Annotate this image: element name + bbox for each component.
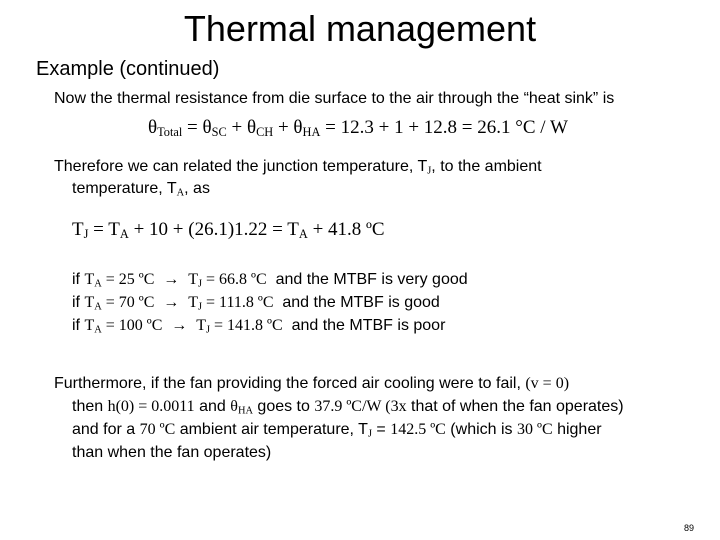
theta-ha-value: 37.9 ºC/W (3x [314, 398, 407, 415]
subscript-a: A [176, 187, 185, 199]
subscript-j: J [427, 165, 432, 177]
case-result: and the MTBF is good [273, 294, 440, 311]
velocity-zero: (v = 0) [525, 375, 570, 392]
case-row-2 [72, 294, 440, 313]
junction-eq-part3: + 41.8 ºC [307, 219, 385, 240]
tj-sub: J [83, 227, 89, 242]
case-tj-sub: J [205, 324, 211, 336]
ambient-temp-value: 70 ºC [139, 421, 176, 438]
subscript-ha: HA [302, 125, 321, 140]
para3-line3-equals: = [371, 421, 391, 438]
case-ta-sub: A [94, 324, 102, 336]
case-ta-t: T [84, 317, 95, 334]
case-ta-t: T [84, 294, 95, 311]
theta-symbol: θ [230, 398, 238, 415]
subscript-ch: CH [256, 125, 274, 140]
subscript-ha: HA [237, 405, 253, 417]
page-number: 89 [683, 523, 694, 533]
case-tj [188, 294, 273, 311]
case-ta-value: = 70 ºC [101, 294, 155, 311]
delta-temp-value: 30 ºC [516, 421, 553, 438]
arrow-icon: → [171, 317, 188, 334]
para3-line3-which: (which is [445, 421, 517, 438]
para3-line4: than when the fan operates) [72, 444, 272, 461]
case-ta-value: = 100 ºC [101, 317, 163, 334]
case-tj-value: = 66.8 ºC [202, 271, 267, 288]
subscript-total: Total [157, 125, 183, 140]
case-ta [84, 294, 154, 311]
para3-line2-and: and [194, 398, 231, 415]
case-if: if [72, 271, 85, 288]
para2-line2-end: , as [184, 180, 210, 197]
eq-equals-theta: = θ [182, 117, 212, 138]
para3-line3-higher: higher [552, 421, 602, 438]
case-ta-value: = 25 ºC [101, 271, 155, 288]
case-row-1 [72, 271, 468, 290]
junction-eq-part1: = T [88, 219, 120, 240]
case-tj [196, 317, 282, 334]
para3-line3-text: and for a [72, 421, 140, 438]
thermal-resistance-equation [148, 117, 568, 140]
case-tj-value: = 111.8 ºC [202, 294, 274, 311]
para3-line2 [72, 398, 624, 417]
ta-sub-1: A [119, 227, 129, 242]
para3-line2-goes: goes to [252, 398, 315, 415]
para2-line2-text: temperature, T [72, 180, 177, 197]
case-tj-value: = 141.8 ºC [210, 317, 283, 334]
case-tj-sub: J [197, 278, 203, 290]
h-zero-value: h(0) = 0.0011 [107, 398, 195, 415]
case-tj-t: T [188, 294, 198, 311]
eq-plus-theta-1: + θ [226, 117, 257, 138]
para2-line1 [54, 158, 542, 177]
subscript-sc: SC [211, 125, 227, 140]
case-ta-t: T [84, 271, 95, 288]
case-ta-sub: A [94, 278, 102, 290]
para3-line2-end: that of when the fan operates) [406, 398, 624, 415]
case-tj [188, 271, 266, 288]
case-ta-sub: A [94, 301, 102, 313]
para2-line1-text: Therefore we can related the junction temperature, T [54, 158, 428, 175]
case-ta [84, 271, 154, 288]
case-tj-sub: J [197, 301, 203, 313]
case-row-3 [72, 317, 445, 336]
para3-line3 [72, 421, 602, 440]
eq-plus-theta-2: + θ [273, 117, 303, 138]
junction-temperature-equation [72, 219, 385, 242]
case-tj-t: T [196, 317, 206, 334]
para3-line2-then: then [72, 398, 108, 415]
subscript-j: J [367, 428, 372, 440]
case-tj-t: T [188, 271, 198, 288]
intro-text: Now the thermal resistance from die surface to the air through the “heat sink” is [54, 90, 615, 107]
theta-symbol: θ [148, 117, 158, 138]
case-if: if [72, 294, 85, 311]
case-ta [84, 317, 162, 334]
eq-rhs: = 12.3 + 1 + 12.8 = 26.1 °C / W [320, 117, 568, 138]
tj-t: T [72, 219, 84, 240]
para2-line2 [72, 180, 210, 199]
page-title: Thermal management [183, 8, 537, 49]
arrow-icon: → [163, 271, 180, 288]
section-subtitle: Example (continued) [36, 58, 220, 80]
para2-line1-end: , to the ambient [431, 158, 542, 175]
tj-fail-value: 142.5 ºC [390, 421, 446, 438]
para3-line1-text: Furthermore, if the fan providing the forced air cooling were to fail, [54, 375, 526, 392]
junction-eq-part2: + 10 + (26.1)1.22 = T [128, 219, 299, 240]
case-if: if [72, 317, 85, 334]
case-result: and the MTBF is poor [282, 317, 446, 334]
ta-sub-2: A [298, 227, 308, 242]
case-result: and the MTBF is very good [266, 271, 468, 288]
para3-line3-mid: ambient air temperature, T [175, 421, 368, 438]
para3-line1 [54, 375, 569, 393]
arrow-icon: → [163, 294, 180, 311]
